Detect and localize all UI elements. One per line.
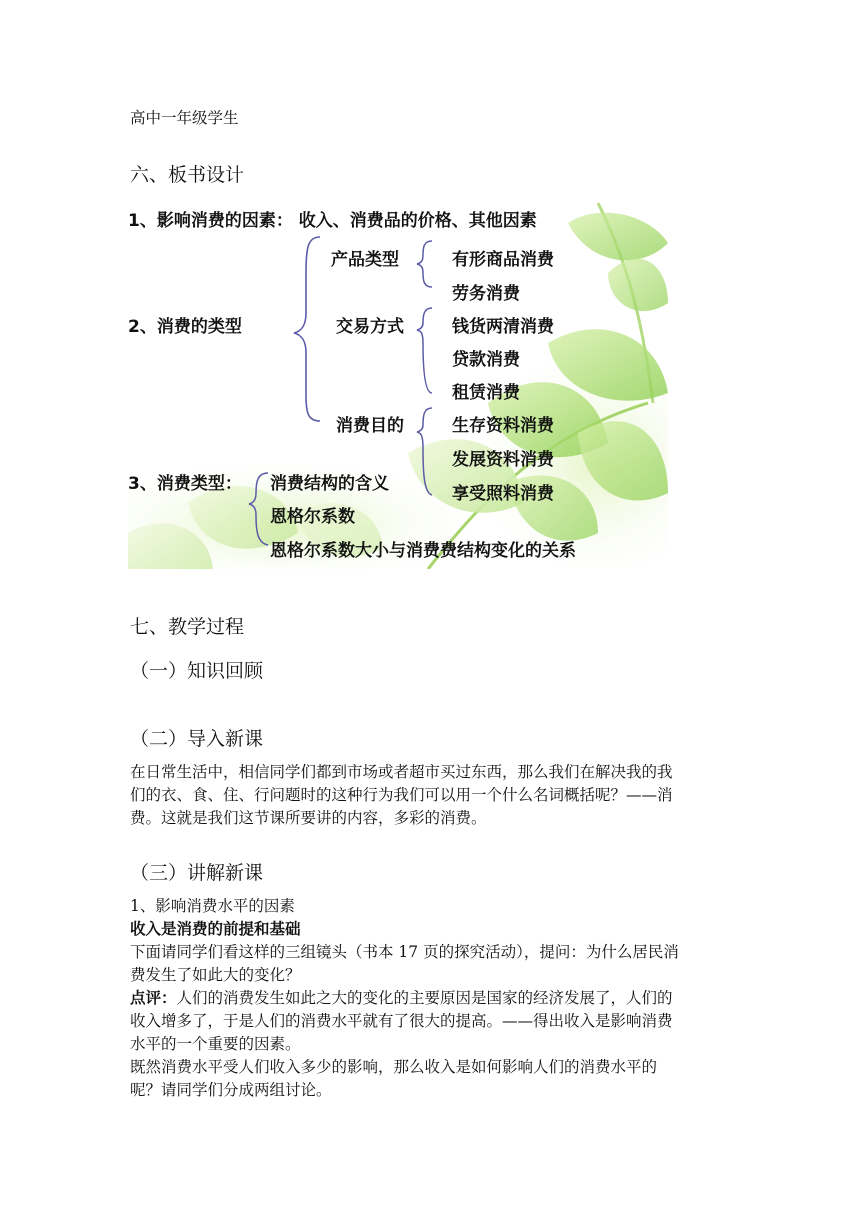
paragraph-line: 费。这就是我们这节课所要讲的内容，多彩的消费。 [130,809,487,827]
purpose-item: 发展资料消费 [452,450,554,470]
comment-line [130,986,673,1008]
category-trade: 交易方式 [336,317,404,337]
structure-item: 恩格尔系数大小与消费费结构变化的关系 [270,541,576,561]
product-item: 劳务消费 [452,284,520,304]
trade-item: 租赁消费 [452,383,520,403]
section-review: （一）知识回顾 [130,660,264,682]
audience-text: 高中一年级学生 [130,109,239,127]
paragraph-line: 呢？请同学们分成两组讨论。 [130,1081,332,1099]
board-line-1: 1、影响消费的因素： 收入、消费品的价格、其他因素 [128,211,537,231]
section-intro: （二）导入新课 [130,728,264,750]
board-design-image [128,203,668,569]
purpose-item: 生存资料消费 [452,416,554,436]
trade-item: 钱货两清消费 [452,317,554,337]
comment-label: 点评： [130,988,177,1007]
board-line-3-label: 3、消费类型： [128,474,242,494]
list-item: 1、影响消费水平的因素 [130,897,295,915]
paragraph-line: 在日常生活中，相信同学们都到市场或者超市买过东西，那么我们在解决我的我 [130,763,673,781]
trade-item: 贷款消费 [452,350,520,370]
paragraph-line: 费发生了如此大的变化？ [130,966,301,984]
structure-item: 消费结构的含义 [270,474,389,494]
paragraph-line: 既然消费水平受人们收入多少的影响，那么收入是如何影响人们的消费水平的 [130,1058,658,1076]
purpose-item: 享受照料消费 [452,484,554,504]
heading-teaching-process: 七、教学过程 [130,616,245,638]
paragraph-line: 下面请同学们看这样的三组镜头（书本 17 页的探究活动），提问：为什么居民消 [130,943,679,961]
paragraph-line: 收入增多了，于是人们的消费水平就有了很大的提高。——得出收入是影响消费 [130,1012,673,1030]
product-item: 有形商品消费 [452,250,554,270]
bold-subheading: 收入是消费的前提和基础 [130,919,301,938]
category-purpose: 消费目的 [336,416,404,436]
structure-item: 恩格尔系数 [270,507,355,527]
category-product: 产品类型 [331,250,399,270]
board-line-2-label: 2、消费的类型 [128,317,242,337]
comment-text: 人们的消费发生如此之大的变化的主要原因是国家的经济发展了，人们的 [176,989,673,1007]
heading-board-design: 六、板书设计 [130,164,245,186]
section-new-lesson: （三）讲解新课 [130,862,264,884]
paragraph-line: 们的衣、食、住、行问题时的这种行为我们可以用一个什么名词概括呢？——消 [130,786,673,804]
paragraph-line: 水平的一个重要的因素。 [130,1035,301,1053]
